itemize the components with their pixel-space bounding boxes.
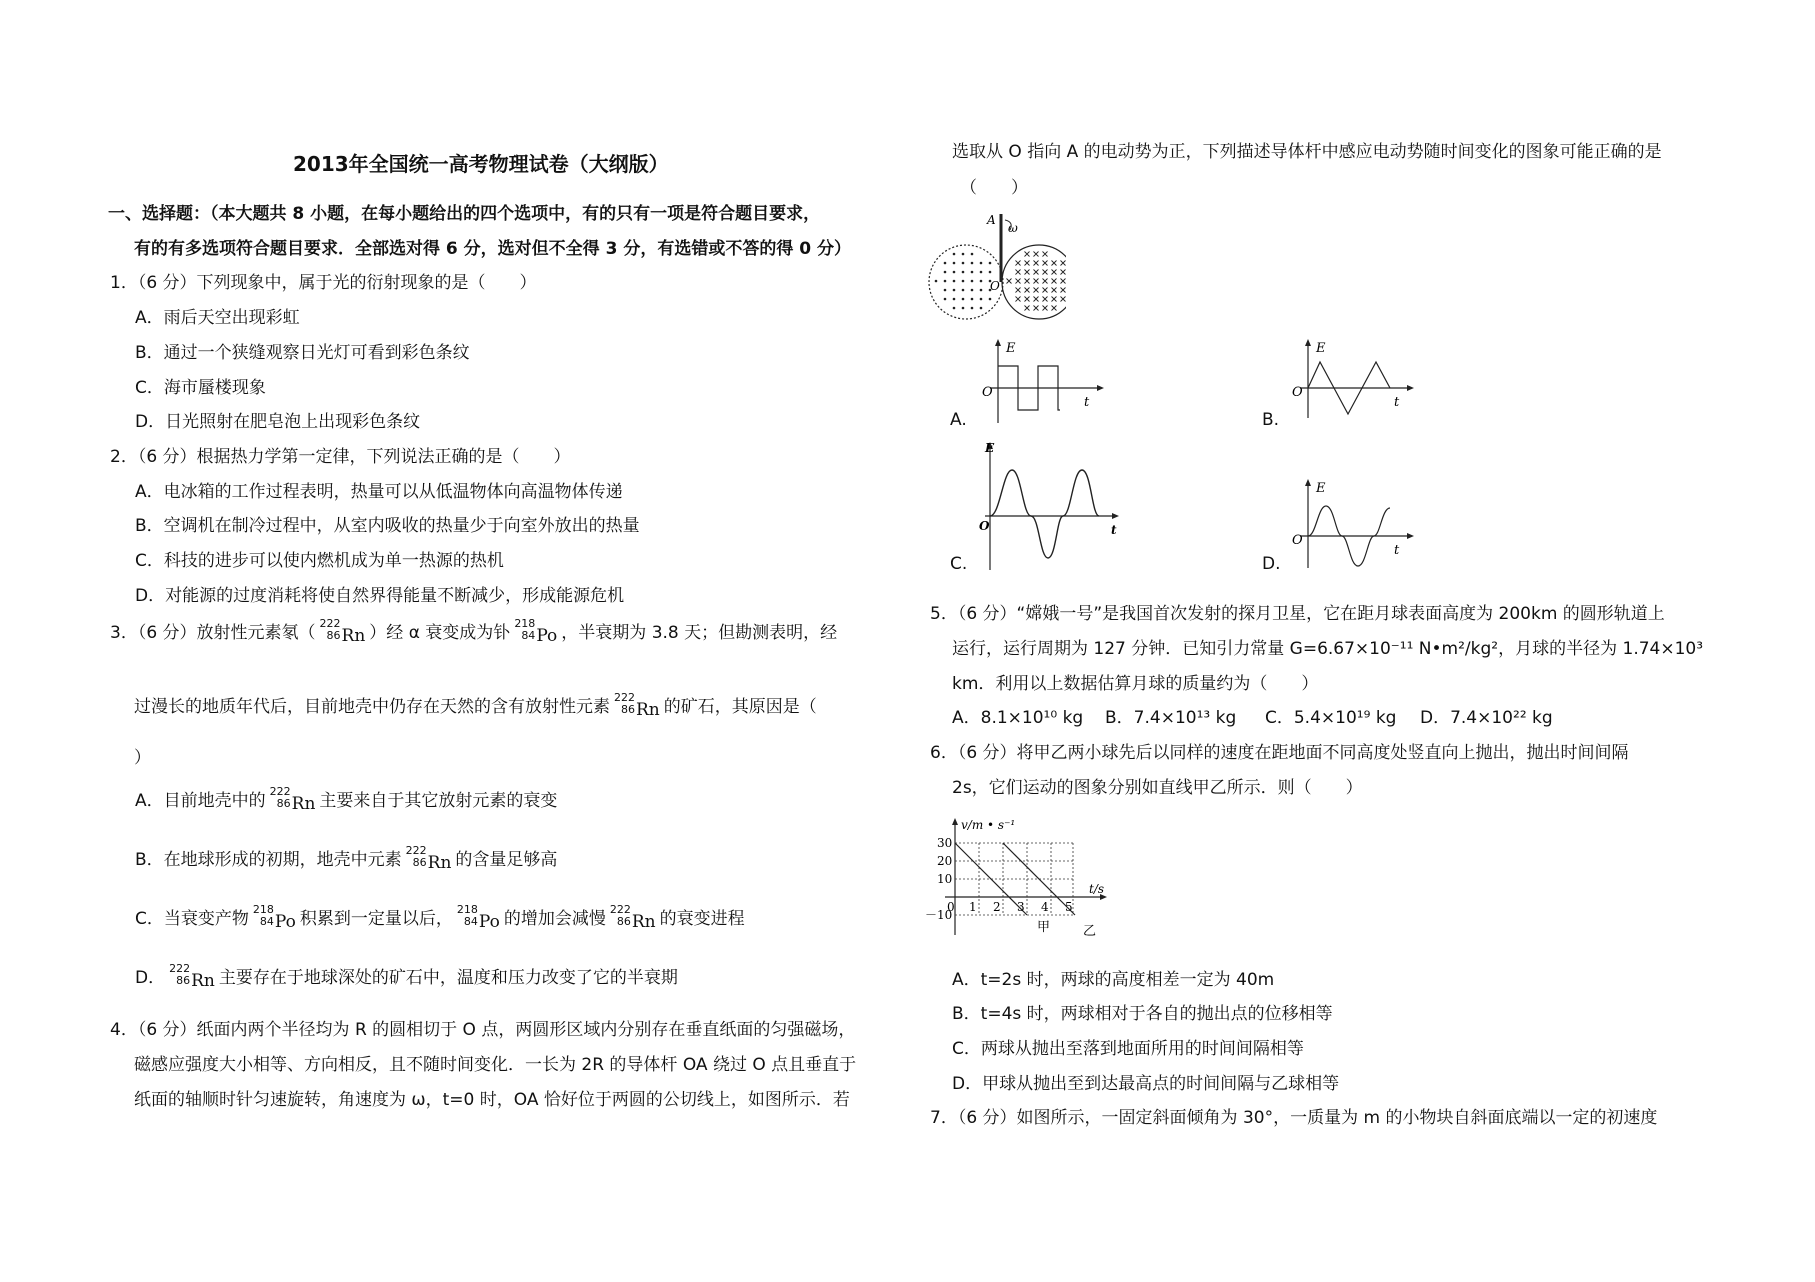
- q1-option-c: C．海市蜃楼现象: [135, 378, 266, 398]
- field-dot: [944, 262, 947, 265]
- q4-line1: 4．（6 分）纸面内两个半径均为 R 的圆相切于 O 点，两圆形区域内分别存在垂直纸面的匀强磁场，: [110, 1020, 856, 1040]
- field-dot: [953, 253, 956, 256]
- q1-stem: 1．（6 分）下列现象中，属于光的衍射现象的是（ ）: [110, 273, 537, 293]
- field-cross: [1025, 279, 1030, 284]
- q5-line2: 运行，运行周期为 127 分钟．已知引力常量 G=6.67×10⁻¹¹ N•m²/kg²，月球的半径为 1.74×10³: [952, 639, 1704, 659]
- q4-line4: 选取从 O 指向 A 的电动势为正，下列描述导体杆中感应电动势随时间变化的图象可能正确的是: [952, 142, 1662, 162]
- field-cross: [1016, 288, 1021, 293]
- q2-option-b: B．空调机在制冷过程中，从室内吸收的热量少于向室外放出的热量: [135, 516, 640, 536]
- svg-text:1: 1: [969, 900, 977, 914]
- field-cross: [1052, 279, 1057, 284]
- field-dot: [980, 307, 983, 310]
- page-title: 2013年全国统一高考物理试卷（大纲版）: [293, 152, 669, 176]
- q6-option-d[interactable]: D．甲球从抛出至到达最高点的时间间隔与乙球相等: [952, 1074, 1340, 1094]
- field-dot: [944, 289, 947, 292]
- field-in-crosses: [1007, 252, 1066, 311]
- field-dot: [953, 262, 956, 265]
- field-dot: [971, 253, 974, 256]
- nuclide-rn: 222 86Rn: [405, 844, 452, 873]
- section-heading-line1: 一、选择题：（本大题共 8 小题，在每小题给出的四个选项中，有的只有一项是符合题目要求，: [108, 204, 821, 224]
- field-dot: [944, 298, 947, 301]
- field-out-dots: [935, 253, 992, 310]
- q2-option-d: D．对能源的过度消耗将使自然界得能量不断减少，形成能源危机: [135, 586, 625, 606]
- field-cross: [1034, 288, 1039, 293]
- svg-text:5: 5: [1065, 900, 1073, 914]
- q6-vt-graph: [925, 815, 1110, 945]
- field-dot: [962, 262, 965, 265]
- field-dot: [962, 298, 965, 301]
- field-cross: [1034, 297, 1039, 302]
- q3-stem-c: ，半衰期为 3.8 天；但勘测表明，经: [561, 623, 838, 643]
- q6-line2: 2s，它们运动的图象分别如直线甲乙所示．则（ ）: [952, 778, 1363, 798]
- svg-text:t: t: [1394, 543, 1400, 558]
- q6-line1: 6．（6 分）将甲乙两小球先后以同样的速度在距地面不同高度处竖直向上抛出，抛出时间间隔: [930, 743, 1629, 763]
- field-cross: [1034, 252, 1039, 257]
- field-cross: [1043, 279, 1048, 284]
- q2-option-a: A．电冰箱的工作过程表明，热量可以从低温物体向高温物体传递: [135, 482, 623, 502]
- q7-line1: 7．（6 分）如图所示，一固定斜面倾角为 30°，一质量为 m 的小物块自斜面底端以一定的初速度: [930, 1108, 1658, 1128]
- svg-text:O: O: [1292, 533, 1303, 548]
- field-dot: [953, 280, 956, 283]
- field-cross: [1025, 297, 1030, 302]
- field-dot: [980, 289, 983, 292]
- q4-option-d-label[interactable]: D.: [1262, 554, 1281, 574]
- nuclide-po: 218 84Po: [514, 617, 558, 646]
- field-dot: [962, 271, 965, 274]
- field-dot: [971, 289, 974, 292]
- field-cross: [1061, 270, 1066, 275]
- field-dot: [944, 271, 947, 274]
- field-cross: [1043, 297, 1048, 302]
- field-cross: [1025, 306, 1030, 311]
- nuclide-rn: 222 86Rn: [169, 962, 215, 991]
- q1-option-a: A．雨后天空出现彩虹: [135, 308, 300, 328]
- q3-stem-a: 3．（6 分）放射性元素氡（: [110, 623, 316, 643]
- q4-option-b-label[interactable]: B.: [1262, 410, 1280, 430]
- q5-option-b[interactable]: B．7.4×10¹³ kg: [1105, 708, 1237, 728]
- svg-text:10: 10: [937, 872, 953, 886]
- q5-line1: 5．（6 分）“嫦娥一号”是我国首次发射的探月卫星，它在距月球表面高度为 200km 的圆形轨道上: [930, 604, 1665, 624]
- svg-text:t: t: [1111, 523, 1117, 537]
- q6-option-c[interactable]: C．两球从抛出至落到地面所用的时间间隔相等: [952, 1039, 1304, 1059]
- svg-text:0: 0: [947, 900, 955, 914]
- svg-text:－10: －10: [925, 908, 953, 922]
- q1-option-b: B．通过一个狭缝观察日光灯可看到彩色条纹: [135, 343, 470, 363]
- svg-text:v/m • s⁻¹: v/m • s⁻¹: [961, 818, 1016, 832]
- field-dot: [962, 289, 965, 292]
- field-dot: [989, 271, 992, 274]
- nuclide-rn: 222 86Rn: [614, 691, 660, 720]
- field-cross: [1025, 288, 1030, 293]
- q6-option-a[interactable]: A．t=2s 时，两球的高度相差一定为 40m: [952, 970, 1275, 990]
- svg-text:4: 4: [1041, 900, 1049, 914]
- field-dot: [980, 298, 983, 301]
- svg-text:2: 2: [993, 900, 1001, 914]
- field-dot: [980, 280, 983, 283]
- q6-option-b[interactable]: B．t=4s 时，两球相对于各自的抛出点的位移相等: [952, 1004, 1333, 1024]
- q4-line2: 磁感应强度大小相等、方向相反，且不随时间变化．一长为 2R 的导体杆 OA 绕过 O 点且垂直于: [134, 1055, 857, 1075]
- q5-option-c[interactable]: C．5.4×10¹⁹ kg: [1265, 708, 1397, 728]
- svg-text:t: t: [1084, 395, 1090, 410]
- q4-option-a-label[interactable]: A.: [950, 410, 967, 430]
- q5-option-a[interactable]: A．8.1×10¹⁰ kg: [952, 708, 1084, 728]
- q3-option-c: C．当衰变产物 218 84Po 积累到一定量以后， 218 84Po 的增加会减慢 222 86Rn 的衰变进程: [135, 903, 745, 932]
- q5-option-d[interactable]: D．7.4×10²² kg: [1420, 708, 1553, 728]
- q4-graph-b: [1290, 338, 1420, 423]
- q4-circles-figure: [926, 210, 1066, 320]
- label-a: A: [987, 213, 996, 227]
- field-dot: [971, 271, 974, 274]
- q3-stem-b: ）经 α 衰变成为钋: [369, 623, 511, 643]
- field-cross: [1043, 261, 1048, 266]
- label-o: O: [990, 279, 1000, 293]
- field-dot: [953, 289, 956, 292]
- field-dot: [971, 307, 974, 310]
- q4-option-c-label[interactable]: C.: [950, 554, 968, 574]
- q3-line3: ）: [134, 748, 151, 768]
- svg-text:E: E: [1316, 341, 1326, 356]
- svg-text:O: O: [979, 519, 990, 533]
- svg-text:O: O: [1292, 385, 1303, 400]
- q3-option-a: A．目前地壳中的 222 86Rn 主要来自于其它放射元素的衰变: [135, 785, 558, 814]
- field-cross: [1016, 297, 1021, 302]
- q3-line2: 过漫长的地质年代后，目前地壳中仍存在天然的含有放射性元素 222 86Rn 的矿石，其原因是（: [134, 691, 817, 720]
- field-cross: [1052, 288, 1057, 293]
- field-cross: [1043, 288, 1048, 293]
- field-dot: [980, 262, 983, 265]
- svg-text:t: t: [1394, 395, 1400, 410]
- field-cross: [1061, 297, 1066, 302]
- field-cross: [1034, 279, 1039, 284]
- q5-line3: km．利用以上数据估算月球的质量约为（ ）: [952, 674, 1319, 694]
- q1-option-d: D．日光照射在肥皂泡上出现彩色条纹: [135, 412, 421, 432]
- field-cross: [1034, 261, 1039, 266]
- field-cross: [1052, 270, 1057, 275]
- svg-text:E: E: [1316, 481, 1326, 496]
- field-cross: [1052, 306, 1057, 311]
- svg-text:E: E: [1006, 341, 1016, 356]
- field-cross: [1061, 279, 1066, 284]
- field-dot: [989, 298, 992, 301]
- q4-graph-d: [1290, 478, 1420, 573]
- nuclide-rn: 222 86Rn: [609, 903, 656, 932]
- field-dot: [971, 298, 974, 301]
- svg-text:30: 30: [937, 836, 953, 850]
- field-dot: [935, 280, 938, 283]
- field-cross: [1061, 261, 1066, 266]
- field-dot: [962, 253, 965, 256]
- field-cross: [1016, 261, 1021, 266]
- field-dot: [944, 280, 947, 283]
- label-omega: ω: [1008, 221, 1018, 235]
- field-cross: [1016, 270, 1021, 275]
- field-cross: [1025, 261, 1030, 266]
- nuclide-po: 218 84Po: [252, 903, 296, 932]
- field-cross: [1007, 279, 1012, 284]
- svg-text:t/s: t/s: [1089, 882, 1105, 896]
- field-cross: [1052, 297, 1057, 302]
- svg-text:甲: 甲: [1037, 920, 1051, 935]
- q4-graph-a: [980, 338, 1110, 428]
- nuclide-rn: 222 86Rn: [319, 617, 366, 646]
- field-cross: [1043, 270, 1048, 275]
- field-dot: [980, 271, 983, 274]
- field-cross: [1043, 252, 1048, 257]
- field-cross: [1061, 288, 1066, 293]
- field-dot: [971, 262, 974, 265]
- q2-option-c: C．科技的进步可以使内燃机成为单一热源的热机: [135, 551, 504, 571]
- field-dot: [989, 262, 992, 265]
- svg-text:3: 3: [1017, 900, 1025, 914]
- nuclide-rn: 222 86Rn: [269, 785, 316, 814]
- q3-option-b: B．在地球形成的初期，地壳中元素 222 86Rn 的含量足够高: [135, 844, 558, 873]
- field-dot: [953, 307, 956, 310]
- field-dot: [953, 298, 956, 301]
- field-cross: [1052, 261, 1057, 266]
- q3-line1: [110, 618, 837, 648]
- field-cross: [1034, 306, 1039, 311]
- q4-line5: （ ）: [960, 178, 1028, 198]
- field-cross: [1016, 279, 1021, 284]
- svg-text:20: 20: [937, 854, 953, 868]
- wave-c-line: [990, 470, 1099, 558]
- field-cross: [1034, 270, 1039, 275]
- field-dot: [962, 280, 965, 283]
- q3-option-d: D． 222 86Rn 主要存在于地球深处的矿石中，温度和压力改变了它的半衰期: [135, 962, 678, 991]
- svg-text:乙: 乙: [1083, 924, 1097, 939]
- section-heading-line2: 有的有多选项符合题目要求．全部选对得 6 分，选对但不全得 3 分，有选错或不答的得 0 分）: [134, 239, 851, 259]
- q2-stem: 2．（6 分）根据热力学第一定律，下列说法正确的是（ ）: [110, 447, 571, 467]
- q4-graph-c: [975, 440, 1125, 575]
- svg-text:O: O: [982, 385, 993, 400]
- field-dot: [971, 280, 974, 283]
- field-dot: [962, 307, 965, 310]
- field-cross: [1043, 306, 1048, 311]
- q4-line3: 纸面的轴顺时针匀速旋转，角速度为 ω，t=0 时，OA 恰好位于两圆的公切线上，如图所示．若: [134, 1090, 850, 1110]
- svg-text:E: E: [985, 441, 995, 455]
- field-dot: [953, 271, 956, 274]
- field-cross: [1025, 252, 1030, 257]
- field-cross: [1025, 270, 1030, 275]
- nuclide-po: 218 84Po: [456, 903, 500, 932]
